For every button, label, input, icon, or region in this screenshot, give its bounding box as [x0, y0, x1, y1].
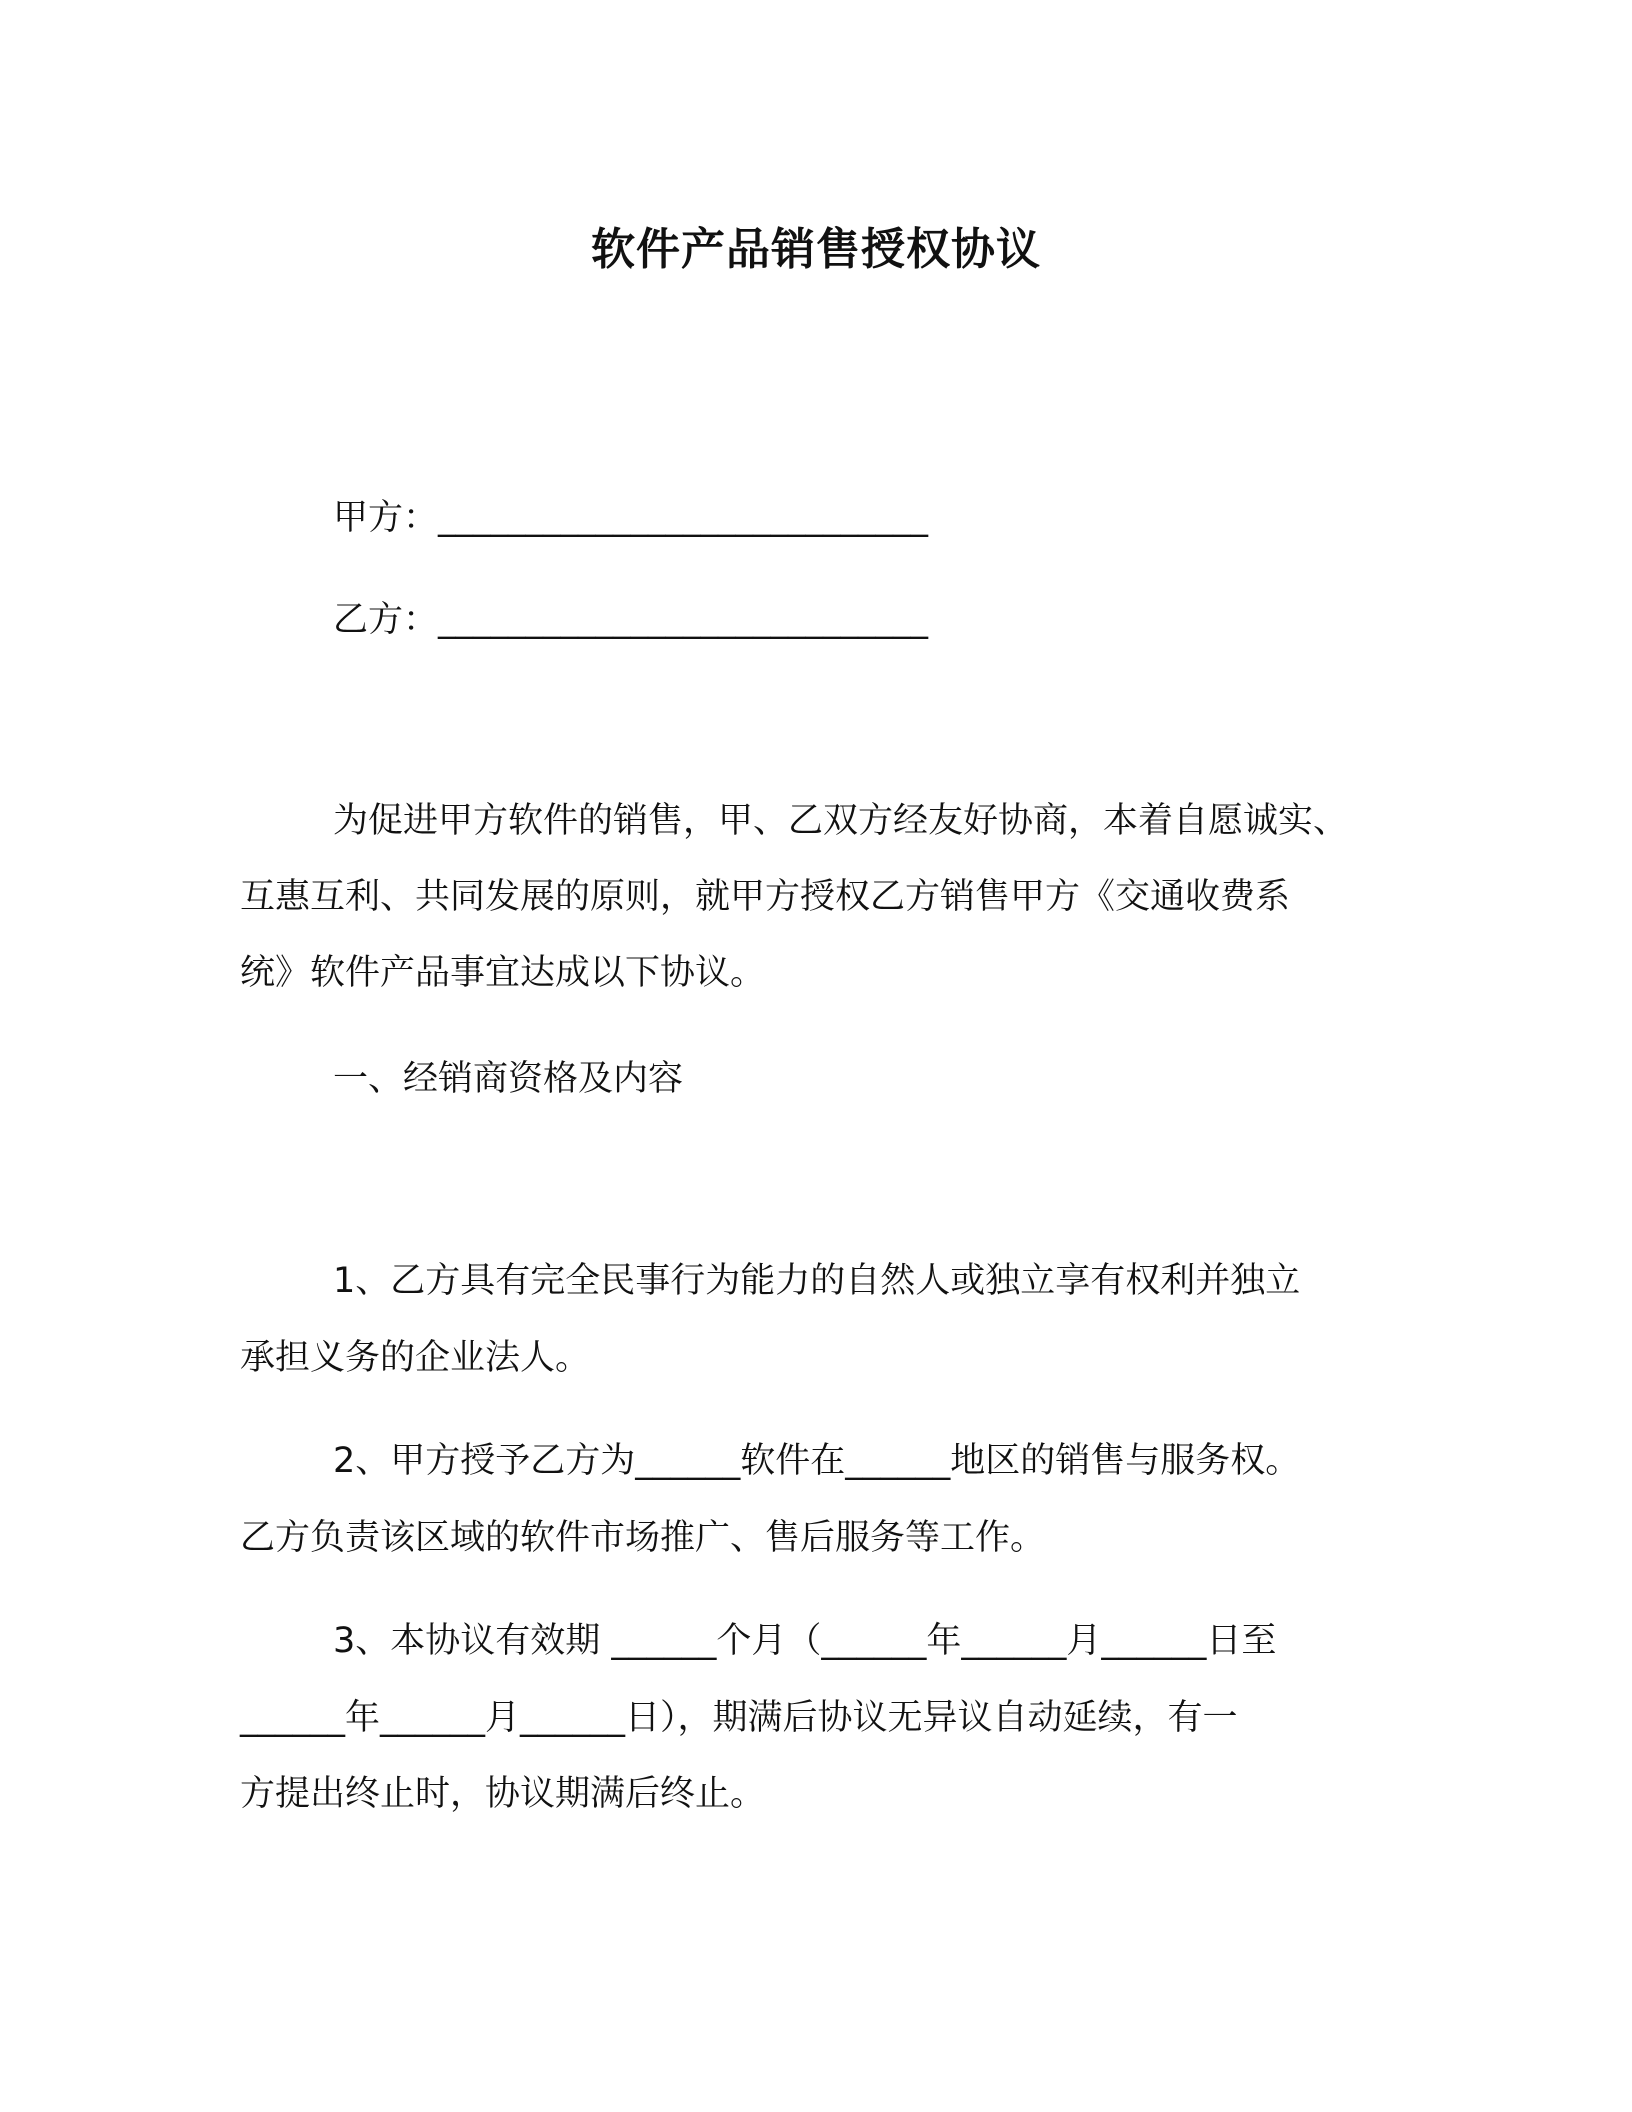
party-b-line: 乙方：____________________________ [333, 600, 929, 640]
clause-3-line-2: ______年______月______日），期满后协议无异议自动延续，有一 [240, 1698, 1238, 1738]
clause-1-line-2: 承担义务的企业法人。 [240, 1338, 591, 1378]
section-1-heading: 一、经销商资格及内容 [333, 1059, 684, 1099]
party-a-line: 甲方：____________________________ [333, 498, 929, 538]
clause-1-line-1: 1、乙方具有完全民事行为能力的自然人或独立享有权利并独立 [333, 1261, 1301, 1301]
clause-3-line-3: 方提出终止时，协议期满后终止。 [240, 1774, 766, 1814]
document-title: 软件产品销售授权协议 [591, 224, 1041, 275]
clause-2-line-2: 乙方负责该区域的软件市场推广、售后服务等工作。 [240, 1518, 1046, 1558]
intro-paragraph-line-2: 互惠互利、共同发展的原则，就甲方授权乙方销售甲方《交通收费系 [240, 877, 1291, 917]
intro-paragraph-line-3: 统》软件产品事宜达成以下协议。 [240, 953, 766, 993]
clause-3-line-1: 3、本协议有效期 ______个月（______年______月______日至 [333, 1621, 1277, 1661]
clause-2-line-1: 2、甲方授予乙方为______软件在______地区的销售与服务权。 [333, 1441, 1301, 1481]
intro-paragraph-line-1: 为促进甲方软件的销售，甲、乙双方经友好协商，本着自愿诚实、 [333, 801, 1349, 841]
